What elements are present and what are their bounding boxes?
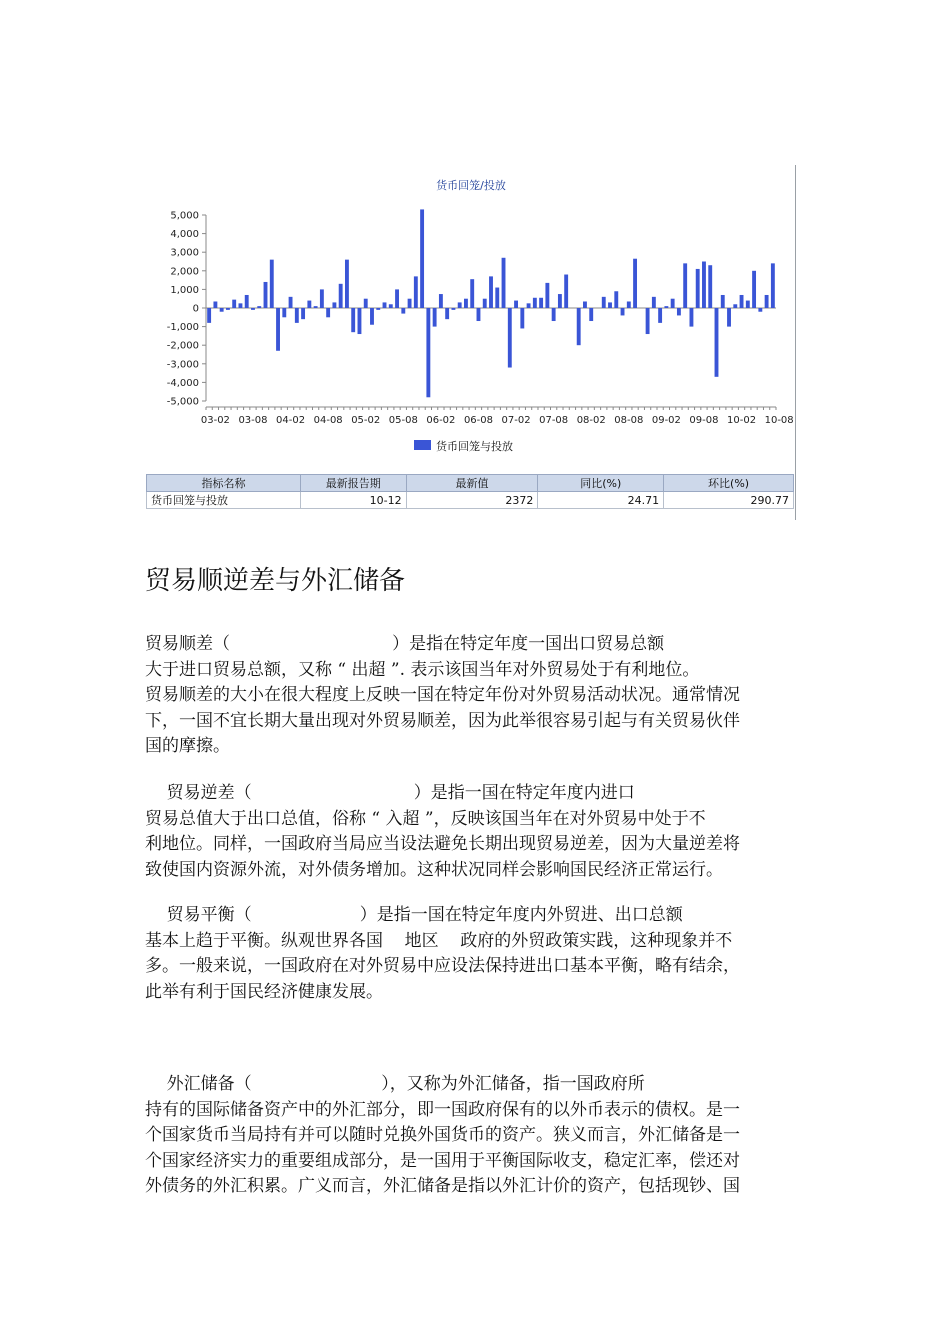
bar: [502, 258, 506, 308]
bar: [213, 301, 217, 308]
legend-label: 货币回笼与投放: [436, 440, 513, 453]
bar: [740, 295, 744, 308]
bar: [771, 263, 775, 308]
bar: [270, 260, 274, 308]
y-tick-label: 4,000: [170, 229, 199, 241]
x-tick-label: 10-02: [727, 415, 757, 426]
column-header: 指标名称: [147, 475, 301, 492]
paragraph-line: 个国家经济实力的重要组成部分，是一国用于平衡国际收支，稳定汇率，偿还对: [145, 1150, 740, 1171]
table-header-row: [147, 475, 794, 492]
table-cell: 10-12: [300, 492, 406, 509]
bar: [257, 306, 261, 308]
bar: [765, 295, 769, 308]
column-header: 同比(%): [538, 475, 664, 492]
x-tick-label: 05-02: [351, 415, 381, 426]
bar: [727, 308, 731, 327]
y-tick-label: -2,000: [166, 340, 199, 352]
bar: [232, 300, 236, 308]
y-tick-label: 3,000: [170, 247, 199, 259]
bar: [251, 308, 255, 310]
bar: [696, 269, 700, 308]
chart-panel: [140, 165, 800, 520]
paragraph-line: 外债务的外汇积累。广义而言，外汇储备是指以外汇计价的资产，包括现钞、国: [145, 1176, 740, 1196]
x-tick-label: 06-02: [426, 415, 456, 426]
bar: [477, 308, 481, 321]
bar: [489, 276, 493, 308]
x-tick-label: 08-02: [576, 415, 606, 426]
y-tick-label: 5,000: [170, 210, 199, 222]
paragraph-line: 外汇储备（ ），又称为外汇储备，指一国政府所: [145, 1074, 645, 1094]
x-tick-label: 05-08: [388, 415, 418, 426]
bar: [383, 302, 387, 308]
x-tick-label: 08-08: [614, 415, 644, 426]
column-header: 环比(%): [664, 475, 794, 492]
bar: [314, 306, 318, 308]
panel-border: [795, 165, 796, 520]
y-tick-label: -3,000: [166, 359, 199, 371]
x-tick-label: 10-08: [764, 415, 794, 426]
bar: [426, 308, 430, 397]
bar: [445, 308, 449, 319]
paragraph-trade-balance: [145, 903, 810, 1005]
bar: [627, 301, 631, 308]
table-cell: 24.71: [538, 492, 664, 509]
bar: [539, 298, 543, 308]
indicator-table: [146, 474, 794, 509]
bar: [332, 302, 336, 308]
paragraph-line: 致使国内资源外流，对外债务增加。这种状况同样会影响国民经济正常运行。: [145, 859, 723, 880]
bar: [520, 308, 524, 328]
paragraph-line: 多。一般来说，一国政府在对外贸易中应设法保持进出口基本平衡，略有结余，: [145, 956, 740, 976]
bar: [226, 308, 230, 310]
y-tick-label: -4,000: [166, 377, 199, 389]
bar: [552, 308, 556, 321]
column-header: 最新值: [406, 475, 538, 492]
bar: [451, 308, 455, 310]
bar: [621, 308, 625, 315]
bar: [652, 297, 656, 308]
paragraph-trade-surplus: [145, 632, 810, 760]
table-row: [147, 492, 794, 509]
bar: [433, 308, 437, 327]
section-title: 贸易顺逆差与外汇储备: [145, 566, 406, 596]
bar: [351, 308, 355, 332]
bar: [439, 294, 443, 308]
x-tick-label: 07-02: [501, 415, 531, 426]
bar: [758, 308, 762, 312]
paragraph-line: 下，一国不宜长期大量出现对外贸易顺差，因为此举很容易引起与有关贸易伙伴: [145, 710, 740, 731]
paragraph-line: 贸易总值大于出口总值，俗称 “ 入超 ”，反映该国当年在对外贸易中处于不: [145, 808, 706, 829]
x-tick-label: 04-08: [313, 415, 343, 426]
bar: [483, 299, 487, 308]
x-tick-label: 07-08: [539, 415, 569, 426]
paragraph-line: 持有的国际储备资产中的外汇部分，即一国政府保有的以外币表示的债权。是一: [145, 1099, 740, 1120]
bar: [376, 308, 380, 310]
bar: [301, 308, 305, 319]
bar: [614, 291, 618, 308]
bar: [395, 289, 399, 308]
bar: [533, 298, 537, 308]
paragraph-line: 基本上趋于平衡。纵观世界各国 地区 政府的外贸政策实践，这种现象并不: [145, 930, 733, 951]
bar: [239, 303, 243, 308]
paragraph-line: 利地位。同样，一国政府当局应当设法避免长期出现贸易逆差，因为大量逆差将: [145, 834, 740, 854]
paragraph-line: 个国家货币当局持有并可以随时兑换外国货币的资产。狭义而言，外汇储备是一: [145, 1125, 740, 1145]
bar: [358, 308, 362, 334]
paragraph-line: 此举有利于国民经济健康发展。: [145, 981, 383, 1002]
paragraph-line: 大于进口贸易总额，又称 “ 出超 ”. 表示该国当年对外贸易处于有利地位。: [145, 659, 700, 680]
bar: [746, 301, 750, 308]
bar: [602, 297, 606, 308]
bar: [458, 302, 462, 308]
bar: [420, 209, 424, 308]
paragraph-line: 贸易顺差（ ）是指在特定年度一国出口贸易总额: [145, 634, 665, 654]
bar: [677, 308, 681, 315]
bar: [671, 299, 675, 308]
paragraph-line: 贸易平衡（ ）是指一国在特定年度内外贸进、出口总额: [145, 905, 683, 925]
bar: [326, 308, 330, 317]
bar: [633, 259, 637, 308]
column-header: 最新报告期: [300, 475, 406, 492]
bar: [389, 304, 393, 308]
x-tick-label: 03-02: [200, 415, 230, 426]
bar: [608, 302, 612, 308]
y-tick-label: -1,000: [166, 322, 199, 334]
bar: [508, 308, 512, 368]
bar: [289, 297, 293, 308]
legend-swatch: [414, 440, 431, 450]
bar: [370, 308, 374, 325]
bar: [464, 299, 468, 308]
paragraph-line: 贸易逆差（ ）是指一国在特定年度内进口: [145, 783, 635, 803]
x-tick-label: 09-08: [689, 415, 719, 426]
bar: [721, 295, 725, 308]
bar: [207, 308, 211, 323]
y-axis: [167, 211, 206, 408]
paragraph-line: 国的摩擦。: [145, 736, 230, 756]
table-cell: 2372: [406, 492, 538, 509]
bar: [245, 295, 249, 308]
bar: [689, 308, 693, 327]
table-cell: 290.77: [664, 492, 794, 509]
bar: [495, 288, 499, 308]
bar: [577, 308, 581, 345]
bar: [295, 308, 299, 323]
table-cell: 货币回笼与投放: [147, 492, 301, 509]
bar: [282, 308, 286, 317]
paragraph-trade-deficit: [145, 781, 810, 883]
bar: [470, 279, 474, 308]
x-tick-label: 03-08: [238, 415, 268, 426]
bar: [564, 275, 568, 308]
bar: [589, 308, 593, 321]
bar: [408, 299, 412, 308]
bar: [364, 299, 368, 308]
bar: [683, 263, 687, 308]
bar: [715, 308, 719, 377]
y-tick-label: -5,000: [166, 396, 199, 408]
bar: [545, 283, 549, 308]
bar: [702, 262, 706, 309]
y-tick-label: 2,000: [170, 266, 199, 278]
bar: [401, 308, 405, 314]
bar: [733, 304, 737, 308]
bar-chart: [140, 165, 795, 470]
bar: [339, 284, 343, 308]
y-tick-label: 0: [192, 303, 199, 315]
bar: [527, 303, 531, 308]
bar: [514, 301, 518, 308]
bar: [220, 308, 224, 312]
bar: [646, 308, 650, 334]
x-axis: [201, 308, 794, 426]
x-tick-label: 06-08: [463, 415, 494, 426]
bar: [658, 308, 662, 323]
bar: [414, 276, 418, 308]
x-tick-label: 04-02: [276, 415, 306, 426]
bar: [752, 271, 756, 308]
bar: [583, 301, 587, 308]
bar: [320, 289, 324, 308]
paragraph-line: 贸易顺差的大小在很大程度上反映一国在特定年份对外贸易活动状况。通常情况: [145, 685, 740, 705]
bar: [276, 308, 280, 351]
bar: [664, 306, 668, 308]
bar: [307, 301, 311, 308]
bar: [345, 260, 349, 308]
paragraph-forex-reserves: [145, 1072, 810, 1200]
bar: [264, 282, 268, 308]
bar: [708, 265, 712, 308]
chart-legend: [414, 439, 513, 453]
bar-series: [207, 209, 775, 397]
bar: [558, 294, 562, 308]
x-tick-label: 09-02: [651, 415, 681, 426]
y-tick-label: 1,000: [170, 284, 199, 296]
chart-title: 货币回笼/投放: [436, 179, 506, 192]
